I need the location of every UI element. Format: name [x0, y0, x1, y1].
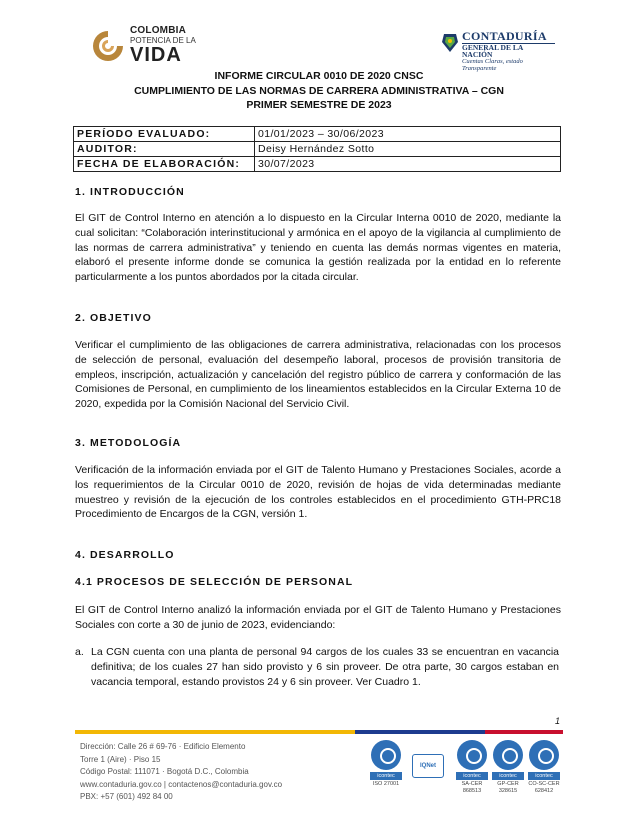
contaduria-name: CONTADURÍA	[462, 29, 547, 43]
footer-contact	[80, 741, 282, 804]
icontec-cert-icon: icontec ISO 27001	[370, 740, 402, 788]
section-heading-metodologia: 3. METODOLOGÍA	[75, 437, 182, 449]
table-row	[74, 157, 561, 172]
colombia-logo-icon	[90, 28, 126, 64]
contaduria-logo-icon	[440, 32, 460, 54]
info-label: AUDITOR:	[74, 142, 255, 157]
contaduria-slogan: Cuentas Claras, estado Transparente	[462, 58, 523, 73]
section-text-procesos-seleccion: El GIT de Control Interno analizó la información enviada por el GIT de Talento Humano y Prestaciones Sociales con corte a 30 de junio de 2023, evidenciando:	[75, 604, 561, 631]
section-heading-objetivo: 2. OBJETIVO	[75, 312, 152, 324]
logo-vida-text: VIDA	[130, 44, 182, 66]
footer-bar-yellow-2	[245, 730, 355, 734]
footer-bar-blue	[355, 730, 485, 734]
section-heading-introduccion: 1. INTRODUCCIÓN	[75, 186, 185, 198]
info-value: 30/07/2023	[255, 157, 561, 172]
list-item	[75, 645, 559, 689]
section-text-introduccion: El GIT de Control Interno en atención a lo dispuesto en la Circular Interna 0010 de 2020, mediante la cual solicitan: “Colaboración interinstitucional y armónica en el apoyo de la vigilancia al cumplimiento de las normas de carrera administrativa” y teniendo en cuenta las demás normas vigentes en materia, elaboró el presente informe donde se comunica la gestión realizada por la entidad en lo referente particularmente a los puntos abordados por la citada circular.	[75, 212, 561, 284]
footer-postal: Código Postal: 111071 · Bogotá D.C., Colombia	[80, 767, 249, 776]
list-item-text: La CGN cuenta con una planta de personal 94 cargos de los cuales 33 se encuentran en vacancia definitiva; de los cuales 27 han sido provisto y 6 sin proveer. De otra parte, 30 cargos estaban en vacancia temporal, estando provistos 24 y 6 sin proveer. Ver Cuadro 1.	[91, 646, 559, 688]
table-row	[74, 142, 561, 157]
logo-colombia-text: COLOMBIA	[130, 25, 187, 36]
section-text-objetivo: Verificar el cumplimiento de las obligaciones de carrera administrativa, relacionadas con los procesos de selección de personal, evaluación del desempeño laboral, procesos de provisión transitoria de empleos, inscripción, actualización y cancelación del registro público de carrera y conformación de las Comisiones de Personal, en cumplimiento de los lineamientos establecidos en la Circular Externa 10 de 2020, expedida por la Comisión Nacional del Servicio Civil.	[75, 339, 561, 411]
footer-tower: Torre 1 (Aire) · Piso 15	[80, 754, 161, 764]
page-number: 1	[555, 716, 561, 726]
info-label: FECHA DE ELABORACIÓN:	[74, 157, 255, 172]
icontec-cert-icon: icontec CO-SC-CER 628412	[528, 740, 560, 795]
contaduria-subtitle: GENERAL DE LA NACIÓN	[462, 43, 555, 60]
footer-phone: PBX: +57 (601) 492 84 00	[80, 792, 173, 801]
icontec-cert-icon: icontec SA-CER 868513	[456, 740, 488, 795]
table-row	[74, 127, 561, 142]
document-period: PRIMER SEMESTRE DE 2023	[246, 99, 392, 111]
iqnet-cert-icon: IQNet	[412, 754, 444, 778]
document-subtitle: CUMPLIMIENTO DE LAS NORMAS DE CARRERA ADMINISTRATIVA – CGN	[134, 84, 504, 97]
footer-address: Dirección: Calle 26 # 69-76 · Edificio Elemento	[80, 742, 246, 751]
section-heading-desarrollo: 4. DESARROLLO	[75, 549, 175, 561]
info-value: 01/01/2023 – 30/06/2023	[255, 127, 561, 142]
section-heading-procesos-seleccion: 4.1 PROCESOS DE SELECCIÓN DE PERSONAL	[75, 576, 354, 588]
colombia-logo	[90, 26, 210, 68]
footer-bar-yellow	[75, 730, 245, 734]
footer-bar-red	[485, 730, 563, 734]
logo-potencia-text: POTENCIA DE LA	[130, 36, 196, 45]
info-label: PERÍODO EVALUADO:	[74, 127, 255, 142]
document-title-block	[60, 69, 578, 113]
info-value: Deisy Hernández Sotto	[255, 142, 561, 157]
icontec-cert-icon: icontec GP-CER 328615	[492, 740, 524, 795]
document-title: INFORME CIRCULAR 0010 DE 2020 CNSC	[214, 70, 424, 82]
section-text-metodologia: Verificación de la información enviada por el GIT de Talento Humano y Prestaciones Sociales, acorde a los requerimientos de la Circular 0010 de 2020, revisión de hojas de vida determinadas mediante muestreo y revisión de la ejecución de los controles establecidos en el procedimiento GTH-PRC18 Procedimiento de Encargos de la CGN, versión 1.	[75, 464, 561, 521]
contaduria-logo	[440, 29, 555, 73]
report-info-table	[73, 126, 561, 172]
footer-color-bar	[75, 730, 563, 734]
certification-logos	[370, 740, 560, 804]
footer-web[interactable]: www.contaduria.gov.co | contactenos@contaduria.gov.co	[80, 779, 283, 789]
list-item-label: a.	[75, 646, 84, 658]
